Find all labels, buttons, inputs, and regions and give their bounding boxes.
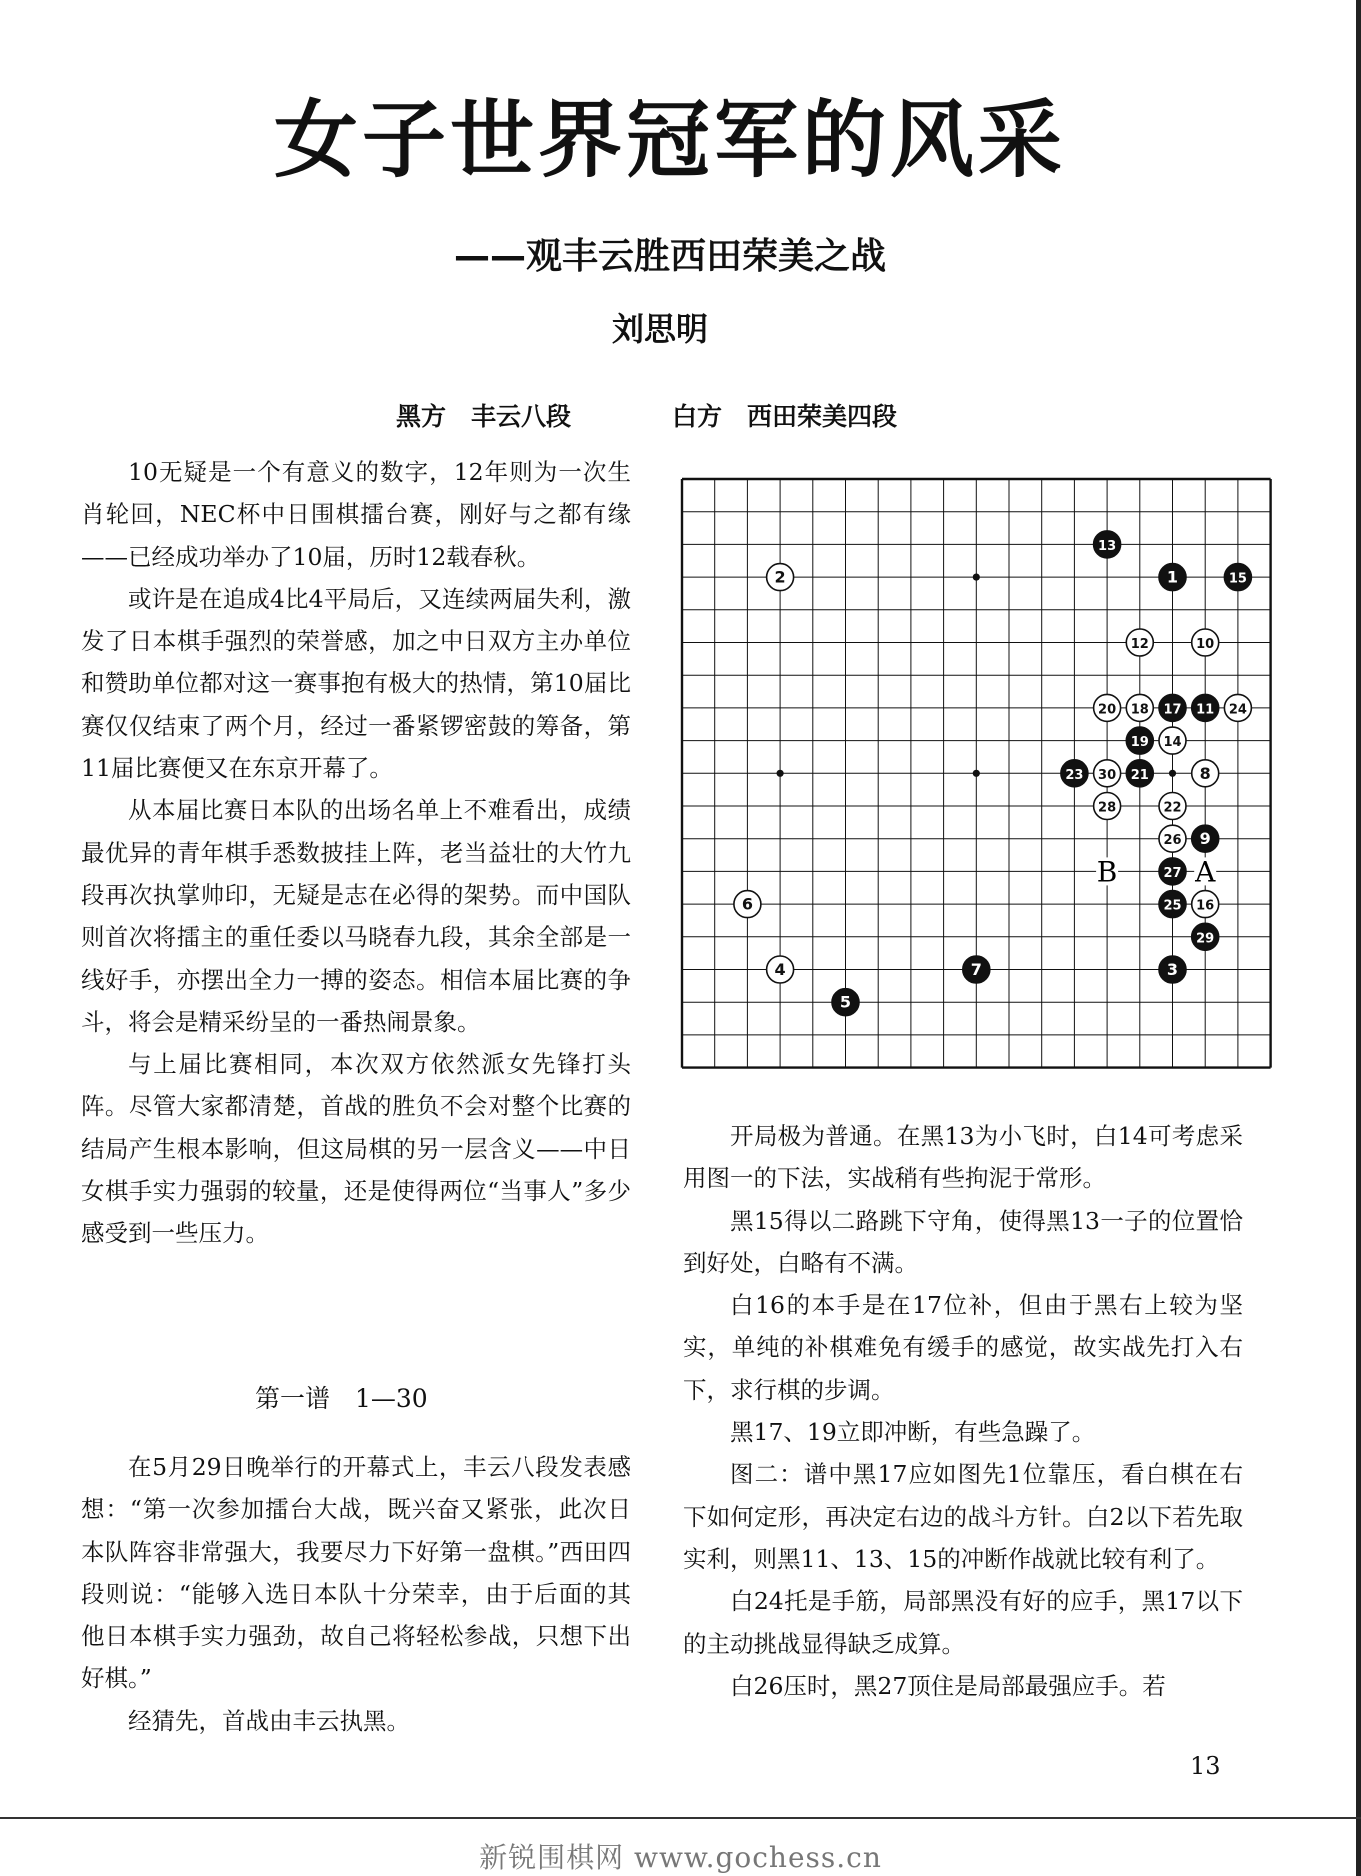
go-board-diagram [678,475,1278,1075]
paragraph: 从本届比赛日本队的出场名单上不难看出，成绩最优异的青年棋手悉数披挂上阵，老当益壮的大竹九段再次执掌帅印，无疑是志在必得的架势。而中国队则首次将擂主的重任委以马晓春九段，其余全部是一线好手，亦摆出全力一搏的姿态。相信本届比赛的争斗，将会是精采纷呈的一番热闹景象。 [81,796,631,1036]
move-number: 4 [774,960,786,979]
move-number: 19 [1130,735,1149,751]
move-number: 28 [1098,800,1117,816]
move-number: 23 [1065,767,1084,783]
move-number: 11 [1196,702,1215,718]
move-number: 1 [1166,567,1179,587]
move-number: 8 [1199,763,1211,783]
move-number: 12 [1130,637,1149,652]
move-number: 3 [1166,960,1179,979]
star-point [777,770,784,777]
move-number: 24 [1228,702,1247,718]
move-number: 10 [1196,637,1215,652]
star-point [973,574,980,581]
move-number: 7 [970,960,982,979]
move-number: 16 [1196,898,1215,914]
move-number: 20 [1098,702,1117,718]
move-number: 18 [1130,702,1149,718]
chapter-heading: 第一谱 1—30 [255,1384,428,1413]
right-column [683,1115,1243,1707]
move-number: 25 [1163,898,1182,914]
site-watermark: 新锐围棋网 www.gochess.cn [479,1841,882,1874]
paragraph: 图二：谱中黑17应如图先1位靠压，看白棋在右下如何定形，再决定右边的战斗方针。白2以下若先取实利，则黑11、13、15的冲断作战就比较有利了。 [683,1460,1243,1573]
move-number: 30 [1098,767,1117,783]
move-number: 5 [839,992,852,1012]
paragraph: 在5月29日晚举行的开幕式上，丰云八段发表感想：“第一次参加擂台大战，既兴奋又紧张，此次日本队阵容非常强大，我要尽力下好第一盘棋。”西田四段则说：“能够入选日本队十分荣幸，由于后面的其他日本棋手实力强劲，故自己将轻松参战，只想下出好棋。” [81,1453,631,1693]
white-player: 白方 西田荣美四段 [672,402,898,431]
author-name: 刘思明 [611,310,708,348]
paragraph: 黑15得以二路跳下守角，使得黑13一子的位置恰到好处，白略有不满。 [683,1206,1243,1277]
move-number: 6 [741,894,753,914]
move-number: 2 [774,567,786,587]
left-column [81,451,631,1255]
move-number: 27 [1163,865,1182,881]
move-number: 9 [1199,829,1211,849]
star-point [1169,770,1176,777]
move-number: 15 [1228,571,1247,587]
paragraph: 白24托是手筋，局部黑没有好的应手，黑17以下的主动挑战显得缺乏成算。 [683,1587,1243,1658]
paragraph: 与上届比赛相同，本次双方依然派女先锋打头阵。尽管大家都清楚，首战的胜负不会对整个比赛的结局产生根本影响，但这局棋的另一层含义——中日女棋手实力强弱的较量，还是使得两位“当事人”多少感受到一些压力。 [81,1050,631,1248]
star-point [973,770,980,777]
paragraph: 或许是在追成4比4平局后，又连续两届失利，激发了日本棋手强烈的荣誉感，加之中日双方主办单位和赞助单位都对这一赛事抱有极大的热情，第10届比赛仅仅结束了两个月，经过一番紧锣密鼓的筹备，第11届比赛便又在东京开幕了。 [81,584,631,783]
article-title: 女子世界冠军的风采 [273,91,1066,189]
paragraph: 白26压时，黑27顶住是局部最强应手。若 [730,1671,1166,1700]
article-subtitle: ——观丰云胜西田荣美之战 [453,236,886,277]
paragraph: 10无疑是一个有意义的数字，12年则为一次生肖轮回，NEC杯中日围棋擂台赛，刚好与之都有缘——已经成功举办了10届，历时12载春秋。 [81,458,631,571]
move-number: 17 [1163,702,1182,718]
move-number: 29 [1196,931,1215,947]
page-number: 13 [1190,1752,1221,1780]
page-edge-bottom [0,1817,1361,1819]
paragraph: 开局极为普通。在黑13为小飞时，白14可考虑采用图一的下法，实战稍有些拘泥于常形。 [683,1122,1243,1193]
paragraph: 黑17、19立即冲断，有些急躁了。 [730,1418,1096,1447]
black-player: 黑方 丰云八段 [396,402,572,431]
move-number: 13 [1098,538,1117,554]
move-number: 14 [1163,735,1182,751]
move-number: 26 [1163,833,1182,849]
move-number: 22 [1163,800,1182,816]
move-number: 21 [1130,767,1149,783]
point-label-b: B [1096,855,1118,889]
left-column-lower [81,1446,631,1742]
page-edge-right [1356,0,1361,1876]
paragraph: 经猜先，首战由丰云执黑。 [128,1706,410,1735]
paragraph: 白16的本手是在17位补，但由于黑右上较为坚实，单纯的补棋难免有缓手的感觉，故实战先打入右下，求行棋的步调。 [683,1291,1243,1404]
point-label-a: A [1195,855,1216,889]
